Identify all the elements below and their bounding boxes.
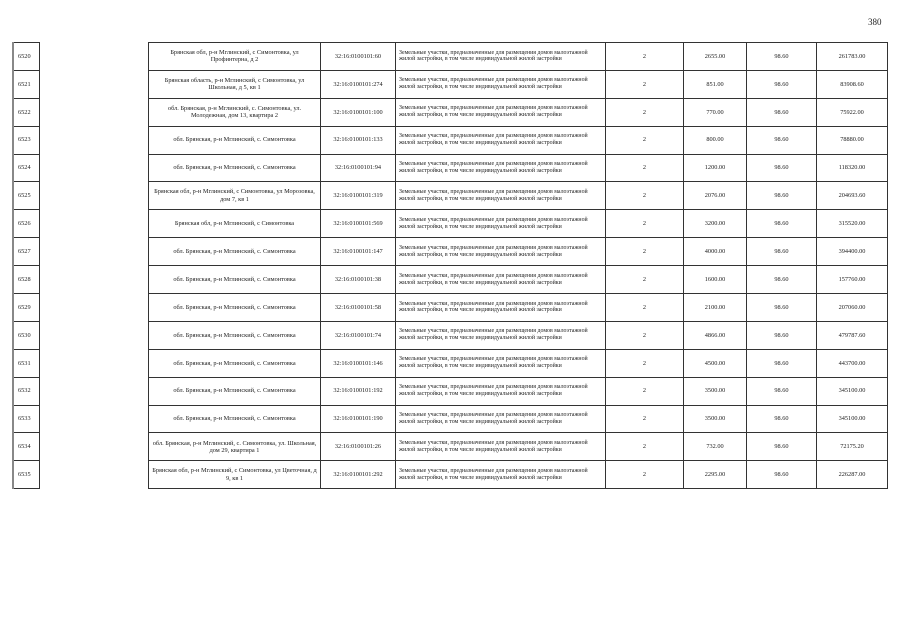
row-id: 6532	[13, 377, 40, 405]
group-cell: 2	[606, 294, 684, 322]
address-cell: обл. Брянская, р-н Мглинский, с. Симонтовка	[149, 377, 321, 405]
value-cell: 75922.00	[817, 98, 888, 126]
row-id: 6522	[13, 98, 40, 126]
address-cell: Брянская обл, р-н Мглинский, с Симонтовка, ул Морозовка, дом 7, кв 1	[149, 182, 321, 210]
row-number	[13, 349, 40, 377]
group-cell: 2	[606, 43, 684, 71]
address-cell: обл. Брянская, р-н Мглинский, с. Симонтовка	[149, 405, 321, 433]
row-id: 6535	[13, 461, 40, 489]
land-use-cell: Земельные участки, предназначенные для размещения домов малоэтажной жилой застройки, в том числе индивидуальной жилой застройки	[396, 321, 606, 349]
table-row	[149, 266, 888, 294]
row-number	[13, 433, 40, 461]
area-cell: 3500.00	[684, 405, 747, 433]
area-cell: 2655.00	[684, 43, 747, 71]
table-row	[149, 461, 888, 489]
rate-cell: 98.60	[747, 98, 817, 126]
cadastral-number-cell: 32:16:0100101:146	[321, 349, 396, 377]
value-cell: 394400.00	[817, 238, 888, 266]
rate-cell: 98.60	[747, 321, 817, 349]
group-cell: 2	[606, 70, 684, 98]
group-cell: 2	[606, 349, 684, 377]
row-id: 6524	[13, 154, 40, 182]
address-cell: обл. Брянская, р-н Мглинский, с. Симонтовка	[149, 266, 321, 294]
group-cell: 2	[606, 266, 684, 294]
value-cell: 315520.00	[817, 210, 888, 238]
rate-cell: 98.60	[747, 377, 817, 405]
table-row	[149, 238, 888, 266]
group-cell: 2	[606, 154, 684, 182]
group-cell: 2	[606, 98, 684, 126]
rate-cell: 98.60	[747, 238, 817, 266]
row-number	[13, 210, 40, 238]
rate-cell: 98.60	[747, 433, 817, 461]
land-plots-table	[148, 42, 888, 489]
row-number-column	[12, 42, 40, 489]
row-number	[13, 461, 40, 489]
row-id: 6533	[13, 405, 40, 433]
table-row	[149, 405, 888, 433]
cadastral-number-cell: 32:16:0100101:192	[321, 377, 396, 405]
row-number	[13, 405, 40, 433]
cadastral-number-cell: 32:16:0100101:569	[321, 210, 396, 238]
value-cell: 443700.00	[817, 349, 888, 377]
address-cell: обл. Брянская, р-н Мглинский, с. Симонтовка, ул. Молодежная, дом 13, квартира 2	[149, 98, 321, 126]
address-cell: обл. Брянская, р-н Мглинский, с. Симонтовка, ул. Школьная, дом 29, квартира 1	[149, 433, 321, 461]
row-id: 6534	[13, 433, 40, 461]
row-number	[13, 377, 40, 405]
row-number	[13, 43, 40, 71]
group-cell: 2	[606, 238, 684, 266]
cadastral-number-cell: 32:16:0100101:74	[321, 321, 396, 349]
table-row	[149, 349, 888, 377]
land-use-cell: Земельные участки, предназначенные для размещения домов малоэтажной жилой застройки, в том числе индивидуальной жилой застройки	[396, 349, 606, 377]
group-cell: 2	[606, 126, 684, 154]
value-cell: 157760.00	[817, 266, 888, 294]
address-cell: обл. Брянская, р-н Мглинский, с. Симонтовка	[149, 294, 321, 322]
cadastral-number-cell: 32:16:0100101:94	[321, 154, 396, 182]
land-use-cell: Земельные участки, предназначенные для размещения домов малоэтажной жилой застройки, в том числе индивидуальной жилой застройки	[396, 377, 606, 405]
value-cell: 118320.00	[817, 154, 888, 182]
group-cell: 2	[606, 210, 684, 238]
table-row	[149, 294, 888, 322]
rate-cell: 98.60	[747, 405, 817, 433]
cadastral-number-cell: 32:16:0100101:274	[321, 70, 396, 98]
row-id: 6529	[13, 294, 40, 322]
row-number	[13, 238, 40, 266]
land-use-cell: Земельные участки, предназначенные для размещения домов малоэтажной жилой застройки, в том числе индивидуальной жилой застройки	[396, 210, 606, 238]
table-row	[149, 43, 888, 71]
row-number	[13, 70, 40, 98]
area-cell: 3200.00	[684, 210, 747, 238]
row-number	[13, 98, 40, 126]
address-cell: обл. Брянская, р-н Мглинский, с. Симонтовка	[149, 126, 321, 154]
cadastral-number-cell: 32:16:0100101:100	[321, 98, 396, 126]
cadastral-number-cell: 32:16:0100101:133	[321, 126, 396, 154]
land-use-cell: Земельные участки, предназначенные для размещения домов малоэтажной жилой застройки, в том числе индивидуальной жилой застройки	[396, 433, 606, 461]
address-cell: обл. Брянская, р-н Мглинский, с. Симонтовка	[149, 238, 321, 266]
address-cell: Брянская обл, р-н Мглинский, с Симонтовка, ул Цветочная, д 9, кв 1	[149, 461, 321, 489]
value-cell: 345100.00	[817, 377, 888, 405]
area-cell: 4866.00	[684, 321, 747, 349]
row-number	[13, 154, 40, 182]
row-id: 6531	[13, 349, 40, 377]
area-cell: 1600.00	[684, 266, 747, 294]
row-id: 6525	[13, 182, 40, 210]
table-row	[149, 154, 888, 182]
rate-cell: 98.60	[747, 154, 817, 182]
table-row	[149, 182, 888, 210]
table-row	[149, 98, 888, 126]
area-cell: 2295.00	[684, 461, 747, 489]
land-use-cell: Земельные участки, предназначенные для размещения домов малоэтажной жилой застройки, в том числе индивидуальной жилой застройки	[396, 461, 606, 489]
rate-cell: 98.60	[747, 182, 817, 210]
rate-cell: 98.60	[747, 126, 817, 154]
value-cell: 345100.00	[817, 405, 888, 433]
address-cell: Брянская обл, р-н Мглинский, с Симонтовка	[149, 210, 321, 238]
row-number	[13, 182, 40, 210]
group-cell: 2	[606, 433, 684, 461]
land-use-cell: Земельные участки, предназначенные для размещения домов малоэтажной жилой застройки, в том числе индивидуальной жилой застройки	[396, 98, 606, 126]
group-cell: 2	[606, 377, 684, 405]
area-cell: 800.00	[684, 126, 747, 154]
rate-cell: 98.60	[747, 43, 817, 71]
land-use-cell: Земельные участки, предназначенные для размещения домов малоэтажной жилой застройки, в том числе индивидуальной жилой застройки	[396, 70, 606, 98]
row-number	[13, 126, 40, 154]
land-use-cell: Земельные участки, предназначенные для размещения домов малоэтажной жилой застройки, в том числе индивидуальной жилой застройки	[396, 238, 606, 266]
row-id: 6526	[13, 210, 40, 238]
address-cell: Брянская обл, р-н Мглинский, с Симонтовка, ул Профинтерна, д 2	[149, 43, 321, 71]
cadastral-number-cell: 32:16:0100101:147	[321, 238, 396, 266]
row-number	[13, 321, 40, 349]
land-use-cell: Земельные участки, предназначенные для размещения домов малоэтажной жилой застройки, в том числе индивидуальной жилой застройки	[396, 294, 606, 322]
row-id: 6520	[13, 43, 40, 71]
cadastral-number-cell: 32:16:0100101:292	[321, 461, 396, 489]
table-row	[149, 377, 888, 405]
area-cell: 2076.00	[684, 182, 747, 210]
cadastral-number-cell: 32:16:0100101:58	[321, 294, 396, 322]
page-number: 380	[868, 17, 882, 27]
cadastral-number-cell: 32:16:0100101:319	[321, 182, 396, 210]
group-cell: 2	[606, 461, 684, 489]
value-cell: 207060.00	[817, 294, 888, 322]
area-cell: 4000.00	[684, 238, 747, 266]
area-cell: 2100.00	[684, 294, 747, 322]
area-cell: 732.00	[684, 433, 747, 461]
value-cell: 479787.60	[817, 321, 888, 349]
row-number	[13, 294, 40, 322]
rate-cell: 98.60	[747, 210, 817, 238]
row-id: 6527	[13, 238, 40, 266]
cadastral-number-cell: 32:16:0100101:190	[321, 405, 396, 433]
area-cell: 3500.00	[684, 377, 747, 405]
group-cell: 2	[606, 405, 684, 433]
row-id: 6528	[13, 266, 40, 294]
row-id: 6523	[13, 126, 40, 154]
rate-cell: 98.60	[747, 294, 817, 322]
value-cell: 261783.00	[817, 43, 888, 71]
address-cell: обл. Брянская, р-н Мглинский, с. Симонтовка	[149, 349, 321, 377]
value-cell: 83908.60	[817, 70, 888, 98]
area-cell: 1200.00	[684, 154, 747, 182]
value-cell: 204693.60	[817, 182, 888, 210]
rate-cell: 98.60	[747, 349, 817, 377]
row-number	[13, 266, 40, 294]
address-cell: обл. Брянская, р-н Мглинский, с. Симонтовка	[149, 321, 321, 349]
rate-cell: 98.60	[747, 266, 817, 294]
table-row	[149, 70, 888, 98]
area-cell: 851.00	[684, 70, 747, 98]
land-use-cell: Земельные участки, предназначенные для размещения домов малоэтажной жилой застройки, в том числе индивидуальной жилой застройки	[396, 182, 606, 210]
rate-cell: 98.60	[747, 70, 817, 98]
address-cell: обл. Брянская, р-н Мглинский, с. Симонтовка	[149, 154, 321, 182]
land-use-cell: Земельные участки, предназначенные для размещения домов малоэтажной жилой застройки, в том числе индивидуальной жилой застройки	[396, 43, 606, 71]
table-row	[149, 210, 888, 238]
table-row	[149, 433, 888, 461]
cadastral-number-cell: 32:16:0100101:26	[321, 433, 396, 461]
group-cell: 2	[606, 321, 684, 349]
value-cell: 78880.00	[817, 126, 888, 154]
land-use-cell: Земельные участки, предназначенные для размещения домов малоэтажной жилой застройки, в том числе индивидуальной жилой застройки	[396, 154, 606, 182]
cadastral-number-cell: 32:16:0100101:38	[321, 266, 396, 294]
area-cell: 770.00	[684, 98, 747, 126]
land-use-cell: Земельные участки, предназначенные для размещения домов малоэтажной жилой застройки, в том числе индивидуальной жилой застройки	[396, 266, 606, 294]
group-cell: 2	[606, 182, 684, 210]
value-cell: 226287.00	[817, 461, 888, 489]
rate-cell: 98.60	[747, 461, 817, 489]
address-cell: Брянская область, р-н Мглинский, с Симонтовка, ул Школьная, д 5, кв 1	[149, 70, 321, 98]
row-id: 6530	[13, 321, 40, 349]
land-use-cell: Земельные участки, предназначенные для размещения домов малоэтажной жилой застройки, в том числе индивидуальной жилой застройки	[396, 405, 606, 433]
land-use-cell: Земельные участки, предназначенные для размещения домов малоэтажной жилой застройки, в том числе индивидуальной жилой застройки	[396, 126, 606, 154]
value-cell: 72175.20	[817, 433, 888, 461]
cadastral-number-cell: 32:16:0100101:60	[321, 43, 396, 71]
area-cell: 4500.00	[684, 349, 747, 377]
table-row	[149, 321, 888, 349]
row-id: 6521	[13, 70, 40, 98]
table-row	[149, 126, 888, 154]
